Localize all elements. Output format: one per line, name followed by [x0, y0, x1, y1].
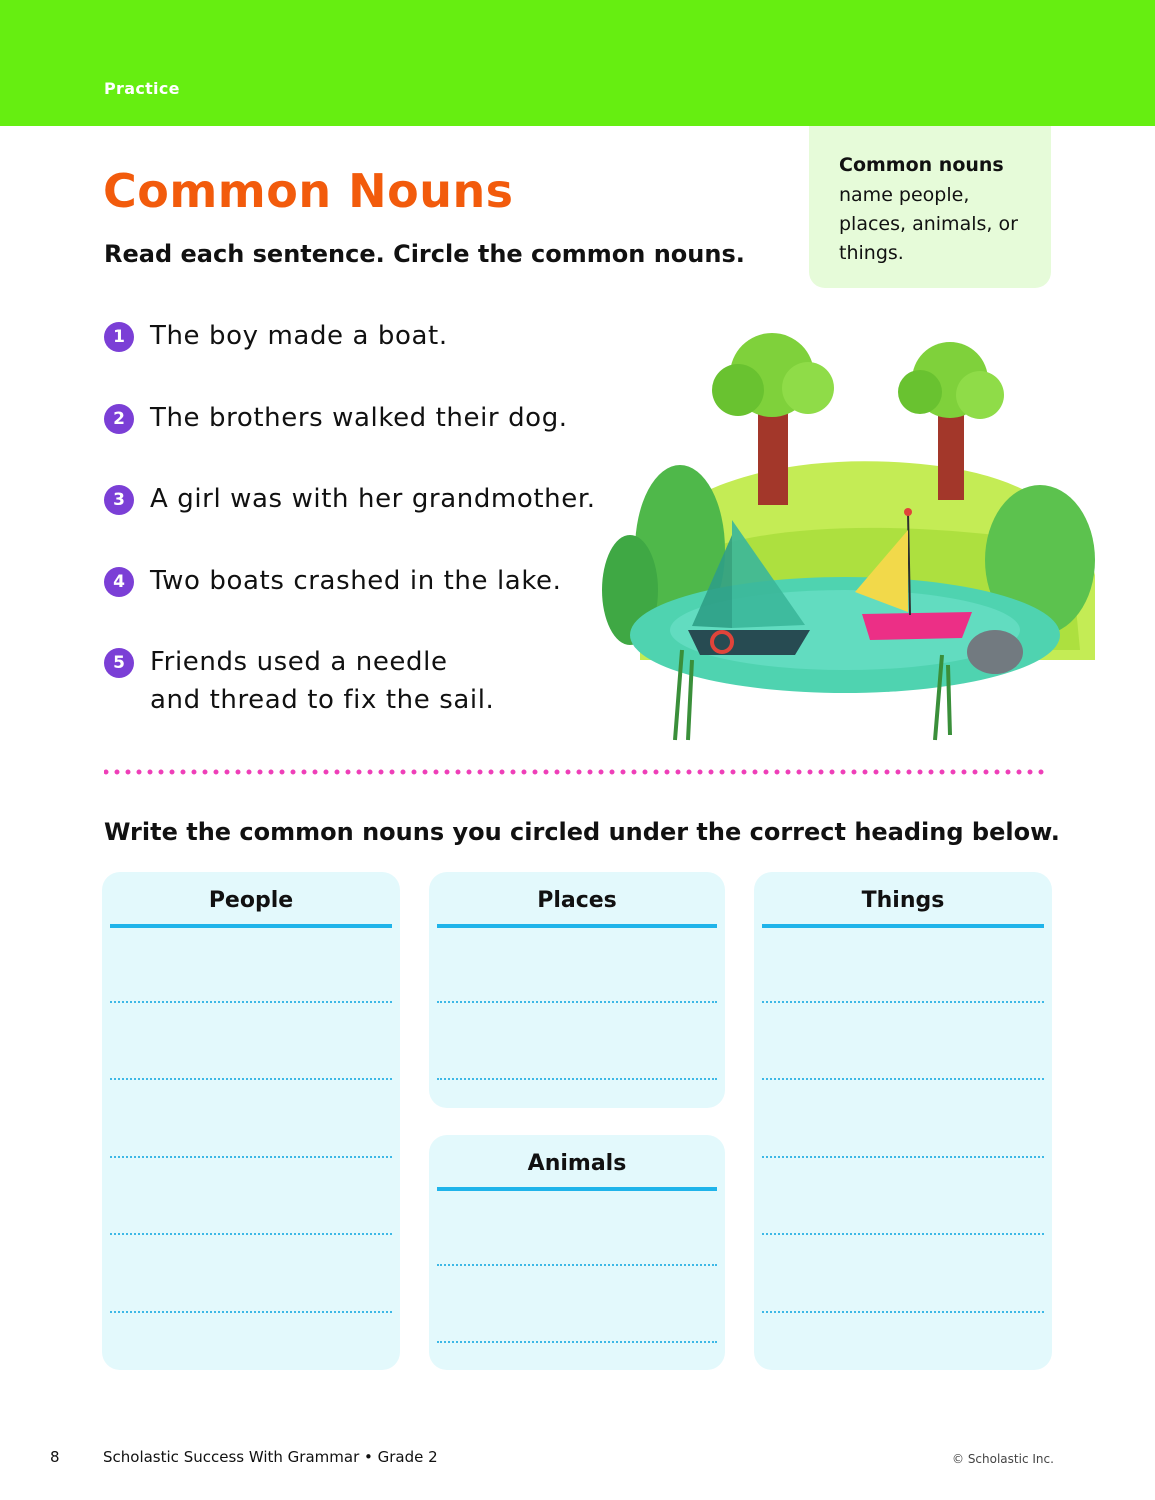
tip-term: Common nouns — [839, 154, 1004, 176]
section-label: Practice — [104, 79, 180, 98]
number-badge: 2 — [104, 404, 134, 434]
dotted-divider — [104, 768, 1054, 776]
writing-line[interactable] — [762, 1233, 1044, 1235]
writing-line[interactable] — [437, 1341, 717, 1343]
book-title: Scholastic Success With Grammar • Grade 2 — [103, 1448, 438, 1466]
places-panel — [429, 872, 725, 1108]
writing-line[interactable] — [762, 1156, 1044, 1158]
writing-line[interactable] — [110, 1001, 392, 1003]
writing-line[interactable] — [110, 1311, 392, 1313]
pond-illustration — [600, 330, 1105, 745]
sentence-line: Friends used a needle — [150, 647, 448, 677]
writing-line[interactable] — [437, 1264, 717, 1266]
header-banner — [0, 0, 1155, 126]
writing-line[interactable] — [762, 1311, 1044, 1313]
sentence-text: The boy made a boat. — [150, 321, 448, 351]
page-title: Common Nouns — [103, 164, 514, 218]
writing-line[interactable] — [110, 1233, 392, 1235]
sentence-item-5 — [104, 643, 494, 719]
people-panel — [102, 872, 400, 1370]
write-instructions: Write the common nouns you circled under the correct heading below. — [104, 818, 1060, 846]
tip-box — [809, 126, 1051, 288]
writing-line[interactable] — [110, 1156, 392, 1158]
number-badge: 5 — [104, 648, 134, 678]
people-heading: People — [110, 888, 392, 928]
animals-panel — [429, 1135, 725, 1370]
writing-line[interactable] — [437, 1001, 717, 1003]
things-heading: Things — [762, 888, 1044, 928]
sentence-text: A girl was with her grandmother. — [150, 484, 596, 514]
sentence-line: and thread to fix the sail. — [150, 685, 495, 715]
sentence-text — [150, 643, 494, 719]
sentence-item-3 — [104, 480, 596, 518]
page-number: 8 — [50, 1448, 60, 1466]
things-panel — [754, 872, 1052, 1370]
copyright: © Scholastic Inc. — [952, 1452, 1054, 1466]
writing-line[interactable] — [762, 1001, 1044, 1003]
sentence-text: The brothers walked their dog. — [150, 403, 568, 433]
writing-line[interactable] — [437, 1078, 717, 1080]
sentence-item-1 — [104, 317, 448, 355]
number-badge: 3 — [104, 485, 134, 515]
places-heading: Places — [437, 888, 717, 928]
animals-heading: Animals — [437, 1151, 717, 1191]
instructions: Read each sentence. Circle the common nouns. — [104, 240, 745, 268]
number-badge: 4 — [104, 567, 134, 597]
sentence-item-2 — [104, 399, 568, 437]
writing-line[interactable] — [762, 1078, 1044, 1080]
sentence-text: Two boats crashed in the lake. — [150, 566, 562, 596]
sentence-item-4 — [104, 562, 562, 600]
writing-line[interactable] — [110, 1078, 392, 1080]
tip-definition: name people, places, animals, or things. — [839, 184, 1018, 264]
number-badge: 1 — [104, 322, 134, 352]
